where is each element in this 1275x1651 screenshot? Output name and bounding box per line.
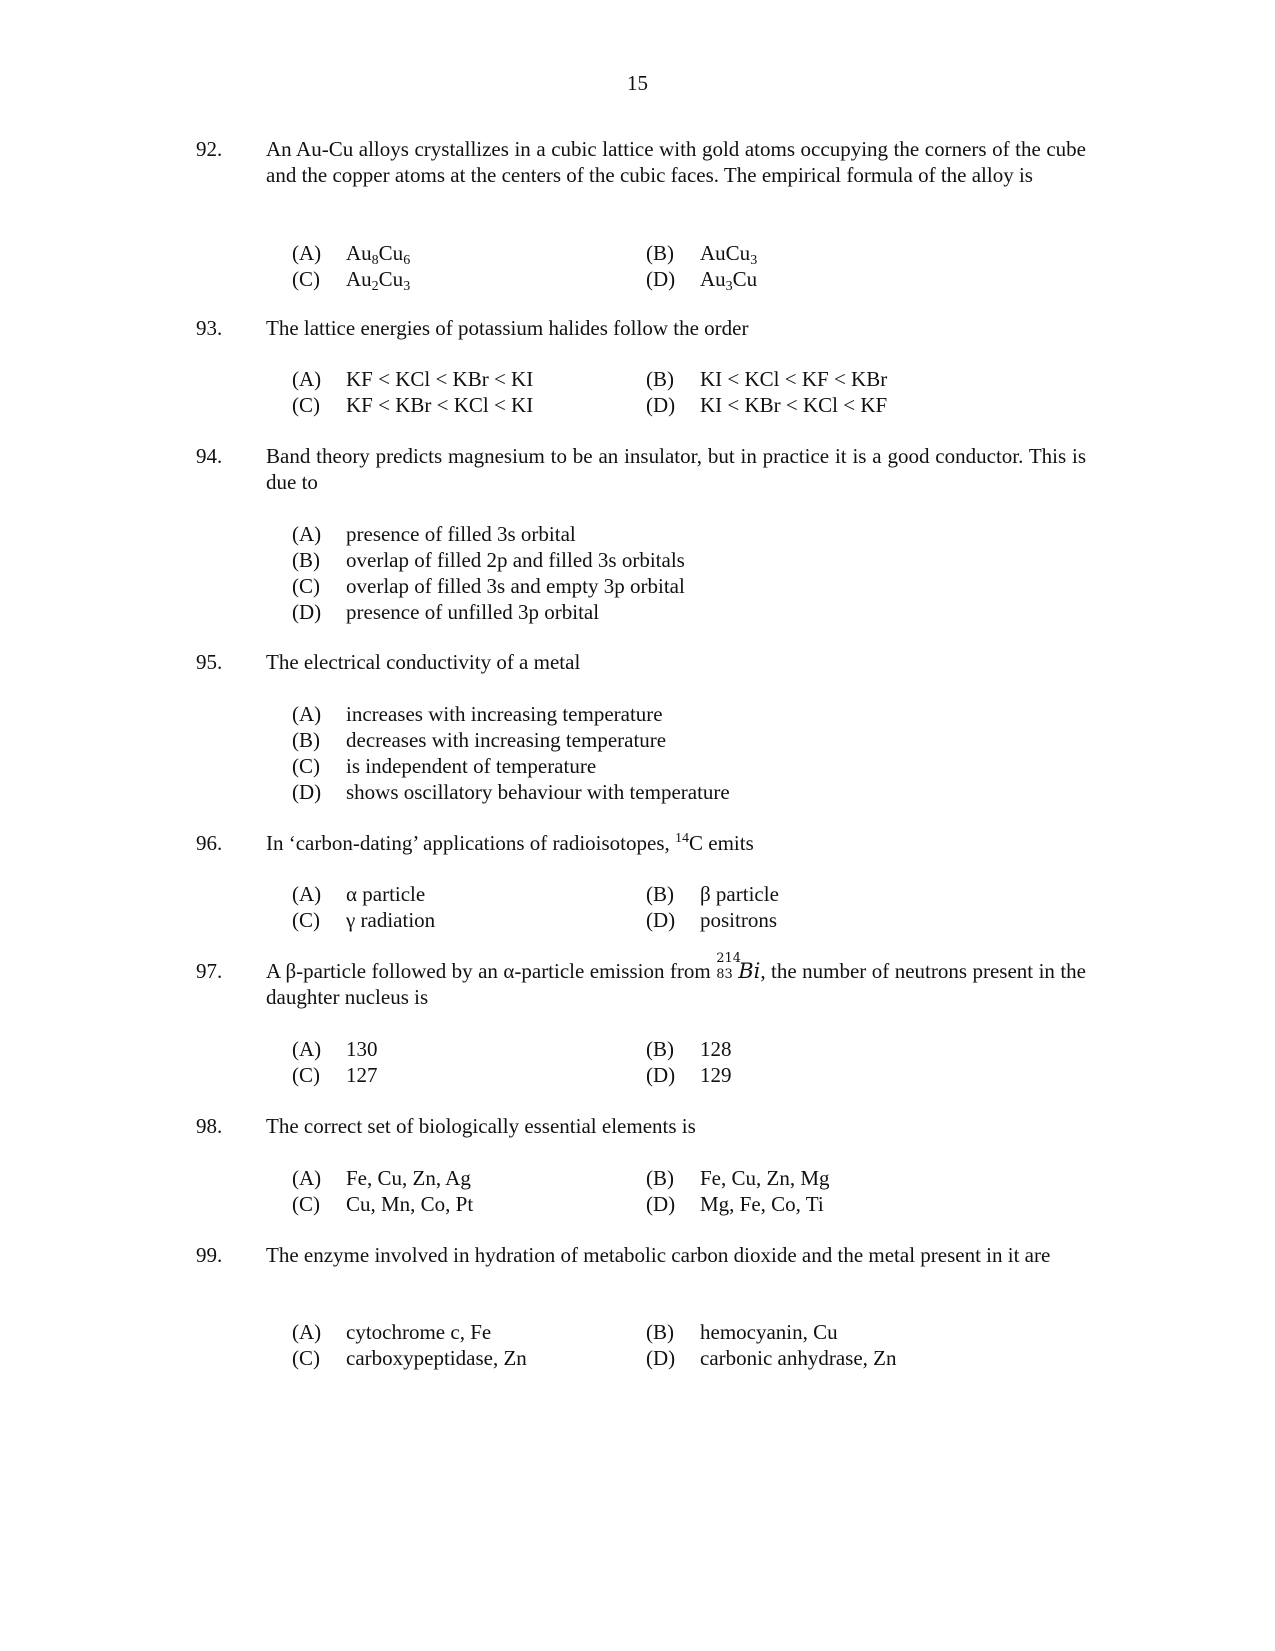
option-label: (A) xyxy=(292,1037,322,1061)
question-number: 94. xyxy=(196,444,223,468)
option-text: KI < KCl < KF < KBr xyxy=(700,367,888,391)
option-label: (C) xyxy=(292,393,320,417)
option-c[interactable] xyxy=(292,1062,378,1088)
option-label: (D) xyxy=(292,600,322,624)
option-text: KF < KCl < KBr < KI xyxy=(346,367,534,391)
question-number: 92. xyxy=(196,137,223,161)
option-text: Fe, Cu, Zn, Mg xyxy=(700,1166,830,1190)
option-d[interactable] xyxy=(646,1345,897,1371)
option-label: (C) xyxy=(292,1063,320,1087)
option-text: overlap of filled 3s and empty 3p orbital xyxy=(346,574,685,598)
bismuth-nuclide xyxy=(716,951,761,984)
question-99 xyxy=(196,1242,1086,1382)
option-text: α particle xyxy=(346,882,426,906)
option-text: presence of unfilled 3p orbital xyxy=(346,600,600,624)
option-label: (A) xyxy=(292,702,322,726)
option-label: (B) xyxy=(646,1320,674,1344)
option-b[interactable] xyxy=(646,240,757,266)
option-text: overlap of filled 2p and filled 3s orbitals xyxy=(346,548,685,572)
option-label: (D) xyxy=(646,267,676,291)
question-98 xyxy=(196,1113,1086,1223)
question-text: A β-particle followed by an α-particle emission from 214 83 Bi, the number of neutrons present in the daughter nucleus is xyxy=(266,951,1087,1009)
option-label: (C) xyxy=(292,1346,320,1370)
question-text: The correct set of biologically essential elements is xyxy=(266,1114,696,1138)
option-a[interactable] xyxy=(292,1319,491,1345)
option-label: (B) xyxy=(646,882,674,906)
option-b[interactable] xyxy=(646,366,887,392)
option-c[interactable] xyxy=(292,907,435,933)
option-text: carbonic anhydrase, Zn xyxy=(700,1346,897,1370)
option-label: (D) xyxy=(646,908,676,932)
isotope-mass-number: 14 xyxy=(675,831,689,846)
option-b[interactable] xyxy=(646,1165,830,1191)
option-b[interactable] xyxy=(292,547,685,573)
option-text: β particle xyxy=(700,882,779,906)
option-text: KF < KBr < KCl < KI xyxy=(346,393,534,417)
question-93 xyxy=(196,315,1086,425)
question-number: 99. xyxy=(196,1243,223,1267)
option-label: (A) xyxy=(292,882,322,906)
option-formula: $Au_3Cu$ xyxy=(700,267,758,294)
option-label: (B) xyxy=(646,1166,674,1190)
question-text: Band theory predicts magnesium to be an insulator, but in practice it is a good conductor. This is due to xyxy=(266,444,1086,494)
option-c[interactable] xyxy=(292,1345,527,1371)
option-text: increases with increasing temperature xyxy=(346,702,663,726)
option-label: (A) xyxy=(292,1166,322,1190)
option-text: Cu, Mn, Co, Pt xyxy=(346,1192,474,1216)
option-text: decreases with increasing temperature xyxy=(346,728,667,752)
nuclide-atomic-number: 83 xyxy=(716,967,733,982)
option-label: (D) xyxy=(646,1192,676,1216)
option-d[interactable] xyxy=(646,266,757,292)
option-text: γ radiation xyxy=(346,908,436,932)
option-text: hemocyanin, Cu xyxy=(700,1320,838,1344)
question-text: The enzyme involved in hydration of metabolic carbon dioxide and the metal present in it are xyxy=(266,1243,1051,1267)
option-b[interactable] xyxy=(646,1319,838,1345)
option-b[interactable] xyxy=(646,881,779,907)
option-c[interactable] xyxy=(292,266,410,292)
option-d[interactable] xyxy=(646,907,777,933)
option-label: (C) xyxy=(292,754,320,778)
question-number: 98. xyxy=(196,1114,223,1138)
option-label: (B) xyxy=(646,241,674,265)
option-text: 128 xyxy=(700,1037,732,1061)
option-a[interactable] xyxy=(292,881,425,907)
option-label: (C) xyxy=(292,1192,320,1216)
option-text: 129 xyxy=(700,1063,732,1087)
option-label: (D) xyxy=(646,1063,676,1087)
question-number: 97. xyxy=(196,959,223,983)
option-label: (A) xyxy=(292,367,322,391)
question-number: 96. xyxy=(196,831,223,855)
option-a[interactable] xyxy=(292,1165,471,1191)
option-formula: $Au_8Cu_6$ xyxy=(346,241,411,268)
option-text: KI < KBr < KCl < KF xyxy=(700,393,888,417)
question-text: The electrical conductivity of a metal xyxy=(266,650,581,674)
question-97 xyxy=(196,951,1087,1098)
option-a[interactable] xyxy=(292,701,663,727)
page-number: 15 xyxy=(627,71,648,95)
question-95 xyxy=(196,649,1086,819)
question-text: In ‘carbon-dating’ applications of radioisotopes, $^{14}$C emits xyxy=(266,831,754,855)
option-formula: AuCu$_3$ xyxy=(700,241,758,268)
option-label: (A) xyxy=(292,241,322,265)
option-d[interactable] xyxy=(292,779,730,805)
option-text: positrons xyxy=(700,908,778,932)
question-96 xyxy=(196,830,1086,940)
option-c[interactable] xyxy=(292,392,533,418)
option-b[interactable] xyxy=(292,727,666,753)
option-text: shows oscillatory behaviour with temperature xyxy=(346,780,730,804)
option-text: 127 xyxy=(346,1063,378,1087)
question-text: An Au-Cu alloys crystallizes in a cubic lattice with gold atoms occupying the corners of the cube and the copper atoms at the centers of the cubic faces. The empirical formula of the alloy is xyxy=(266,137,1086,187)
option-label: (D) xyxy=(646,1346,676,1370)
option-label: (D) xyxy=(292,780,322,804)
option-d[interactable] xyxy=(646,392,887,418)
option-c[interactable] xyxy=(292,753,596,779)
question-number: 95. xyxy=(196,650,223,674)
option-label: (C) xyxy=(292,267,320,291)
option-a[interactable] xyxy=(292,240,410,266)
question-92 xyxy=(196,136,1086,296)
option-label: (C) xyxy=(292,574,320,598)
option-label: (A) xyxy=(292,522,322,546)
option-label: (B) xyxy=(646,367,674,391)
question-94 xyxy=(196,443,1086,633)
option-text: carboxypeptidase, Zn xyxy=(346,1346,527,1370)
nuclide-symbol: Bi xyxy=(738,959,761,983)
option-label: (B) xyxy=(292,728,320,752)
option-text: cytochrome c, Fe xyxy=(346,1320,492,1344)
option-a[interactable] xyxy=(292,521,576,547)
option-c[interactable] xyxy=(292,1191,473,1217)
option-d[interactable] xyxy=(292,599,599,625)
option-d[interactable] xyxy=(646,1191,824,1217)
option-c[interactable] xyxy=(292,573,685,599)
option-label: (B) xyxy=(292,548,320,572)
option-label: (C) xyxy=(292,908,320,932)
question-number: 93. xyxy=(196,316,223,340)
question-text: The lattice energies of potassium halides follow the order xyxy=(266,316,749,340)
option-label: (D) xyxy=(646,393,676,417)
option-text: 130 xyxy=(346,1037,378,1061)
option-text: Fe, Cu, Zn, Ag xyxy=(346,1166,471,1190)
option-text: is independent of temperature xyxy=(346,754,597,778)
option-a[interactable] xyxy=(292,1036,378,1062)
option-label: (B) xyxy=(646,1037,674,1061)
option-label: (A) xyxy=(292,1320,322,1344)
option-text: presence of filled 3s orbital xyxy=(346,522,576,546)
nuclide-mass-number: 214 xyxy=(716,951,742,966)
option-a[interactable] xyxy=(292,366,533,392)
option-b[interactable] xyxy=(646,1036,732,1062)
option-formula: $Au_2Cu_3$ xyxy=(346,267,411,294)
option-text: Mg, Fe, Co, Ti xyxy=(700,1192,824,1216)
option-d[interactable] xyxy=(646,1062,732,1088)
